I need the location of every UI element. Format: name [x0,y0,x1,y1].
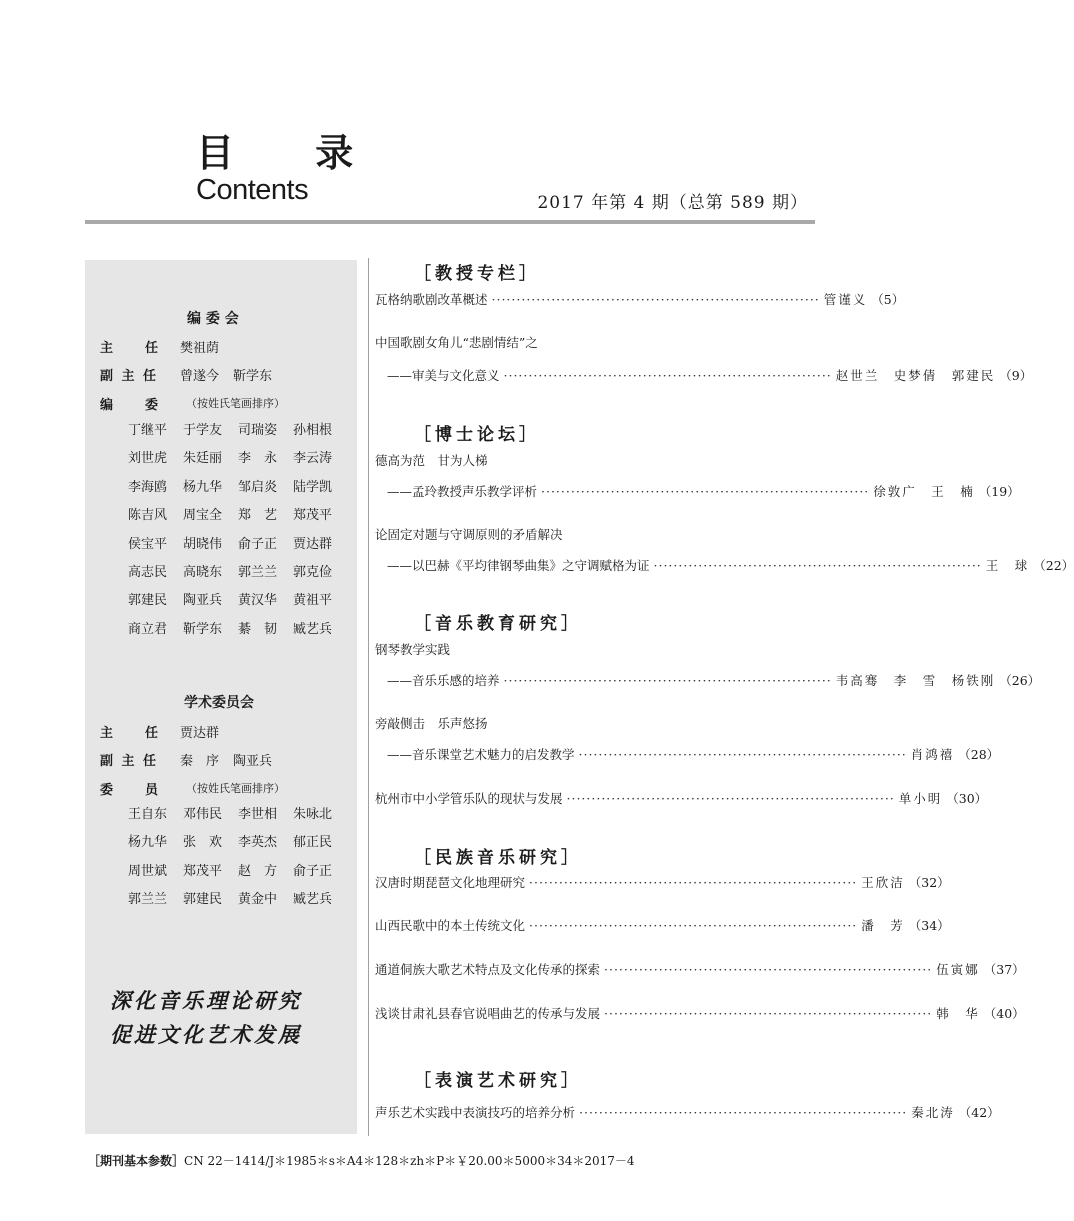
leader-dots: ·································································· [604,1006,933,1021]
entry-page: （40） [983,1006,1025,1021]
editorial-chief-label: 主 任 [100,341,161,356]
parameters-text: CN 22－1414/J＊1985＊s＊A4＊128＊zh＊P＊￥20.00＊5000＊34＊2017－4 [184,1154,635,1168]
toc-entry[interactable] [375,366,1033,384]
member-name: 陈吉风 [128,508,168,524]
entry-main-title[interactable]: 德高为范 甘为人梯 [375,453,488,468]
member-name: 郭建民 [183,892,223,908]
member-name: 李海鸥 [128,479,168,495]
toc-entry[interactable] [375,671,1041,689]
member-name: 邓伟民 [183,807,223,822]
member-name: 秦 序 [180,754,220,769]
entry-author: 王欣洁 [861,875,905,890]
member-name: 郑茂平 [183,863,223,879]
member-name: 臧艺兵 [293,621,333,637]
toc-entry[interactable] [375,290,905,308]
member-name: 朱咏北 [293,807,333,822]
toc-entry[interactable] [375,1004,1025,1022]
section-heading: ［民族音乐研究］ [414,848,582,868]
member-name: 高志民 [128,564,168,580]
entry-page: （37） [983,962,1025,977]
editorial-members-label: 编 委 [100,398,161,413]
slogan-line-2: 促进文化艺术发展 [110,1022,302,1047]
leader-dots: ·································································· [529,918,858,933]
academic-members-note: （按姓氏笔画排序） [186,782,285,795]
toc-entry[interactable] [375,789,988,807]
entry-main-title[interactable]: 中国歌剧女角儿“悲剧情结”之 [375,335,538,350]
member-name: 郁正民 [293,835,333,851]
entry-subtitle: ——音乐乐感的培养 [387,673,500,688]
slogan-line-1: 深化音乐理论研究 [110,988,302,1013]
member-name: 郑 艺 [238,508,278,524]
member-name: 俞子正 [238,536,278,552]
entry-subtitle: ——以巴赫《平均律钢琴曲集》之守调赋格为证 [387,558,650,573]
member-name: 李 永 [238,451,278,467]
entry-title: 瓦格纳歌剧改革概述 [375,292,488,307]
entry-page: （19） [978,484,1020,499]
entry-main-title[interactable]: 论固定对题与守调原则的矛盾解决 [375,527,563,542]
member-name: 黄汉华 [238,593,278,609]
member-name: 贾达群 [293,536,333,552]
entry-page: （5） [871,292,905,307]
entry-author: 徐敦广 王 楠 [873,484,975,499]
leader-dots: ·································································· [604,962,933,977]
academic-deputy-label: 副 主 任 [100,754,159,769]
entry-author: 王 球 [985,558,1030,573]
entry-author: 韦高骞 李 雪 杨铁刚 [835,673,996,688]
toc-entry[interactable] [375,482,1020,500]
entry-page: （34） [908,918,950,933]
section-heading: ［音乐教育研究］ [414,614,582,634]
member-name: 邹启炎 [238,479,278,495]
entry-page: （32） [908,875,950,890]
member-name: 贾达群 [180,726,220,741]
editorial-deputy-label: 副 主 任 [100,369,159,384]
member-name: 刘世虎 [128,451,168,467]
leader-dots: ·································································· [578,747,907,762]
member-name: 高晓东 [183,564,223,580]
entry-title: 声乐艺术实践中表演技巧的培养分析 [375,1105,576,1120]
leader-dots: ·································································· [491,292,820,307]
academic-chief-names [180,722,233,741]
member-name: 张 欢 [183,835,223,851]
entry-author: 赵世兰 史梦倩 郭建民 [835,368,996,383]
section-heading: ［博士论坛］ [414,425,540,445]
member-name: 黄祖平 [293,593,333,609]
toc-entry[interactable] [375,916,950,934]
entry-title: 通道侗族大歌艺术特点及文化传承的探索 [375,962,601,977]
entry-main-title[interactable]: 钢琴教学实践 [375,642,451,657]
entry-page: （30） [946,791,988,806]
entry-author: 单小明 [898,791,943,806]
entry-subtitle: ——孟玲教授声乐教学评析 [387,484,538,499]
entry-title: 杭州市中小学管乐队的现状与发展 [375,791,563,806]
page-title-cn: 目 录 [196,131,388,175]
member-name: 俞子正 [293,863,333,879]
parameters-label: ［期刊基本参数］ [88,1154,185,1168]
toc-entry[interactable] [375,556,1074,574]
leader-dots: ·································································· [529,875,858,890]
issue-number: 2017 年第 4 期（总第 589 期） [537,193,808,213]
entry-author: 肖鸿禧 [910,747,955,762]
member-name: 商立君 [128,621,168,637]
member-name: 陆学凯 [293,479,333,495]
member-name: 于学友 [183,423,223,438]
entry-page: （22） [1033,558,1074,573]
editorial-chief-names [180,337,233,356]
academic-members-grid [128,801,348,915]
member-name: 杨九华 [128,835,168,851]
member-name: 丁继平 [128,423,168,438]
editorial-members-grid [128,417,348,644]
column-divider [368,258,369,1136]
editorial-deputy-names [180,365,286,384]
member-name: 朱廷丽 [183,451,223,467]
leader-dots: ·································································· [566,791,895,806]
member-name: 陶亚兵 [233,754,273,769]
entry-page: （28） [958,747,1000,762]
entry-author: 伍寅娜 [936,962,980,977]
entry-main-title[interactable]: 旁敲侧击 乐声悠扬 [375,716,488,731]
leader-dots: ·································································· [503,673,832,688]
leader-dots: ·································································· [579,1105,908,1120]
member-name: 杨九华 [183,479,223,495]
member-name: 郭建民 [128,593,168,609]
entry-title: 山西民歌中的本土传统文化 [375,918,526,933]
page-title-en: Contents [196,174,309,206]
journal-parameters [88,1152,635,1169]
header-rule [85,220,815,224]
member-name: 郑茂平 [293,508,333,524]
editorial-heading: 编 委 会 [187,311,239,327]
member-name: 王自东 [128,807,168,822]
toc-entry[interactable] [375,745,1000,763]
toc-entry[interactable] [375,1103,1000,1121]
member-name: 司瑞姿 [238,423,278,438]
section-heading: ［教授专栏］ [414,264,540,284]
entry-author: 管谨义 [823,292,868,307]
entry-author: 秦北涛 [911,1105,955,1120]
academic-deputy-names [180,750,286,769]
member-name: 李世相 [238,807,278,822]
section-heading: ［表演艺术研究］ [414,1071,582,1091]
entry-author: 韩 华 [936,1006,980,1021]
toc-entry[interactable] [375,873,950,891]
member-name: 黄金中 [238,892,278,908]
member-name: 郭兰兰 [238,564,278,580]
member-name: 綦 韧 [238,621,278,637]
leader-dots: ·································································· [653,558,982,573]
entry-page: （42） [958,1105,1000,1120]
member-name: 周宝全 [183,508,223,524]
member-name: 孙相根 [293,423,333,438]
member-name: 樊祖荫 [180,341,220,356]
entry-page: （26） [999,673,1041,688]
entry-subtitle: ——音乐课堂艺术魅力的启发教学 [387,747,575,762]
member-name: 周世斌 [128,863,168,879]
member-name: 靳学东 [183,621,223,637]
leader-dots: ·································································· [503,368,832,383]
entry-title: 汉唐时期琵琶文化地理研究 [375,875,526,890]
editorial-members-note: （按姓氏笔画排序） [186,397,285,410]
member-name: 侯宝平 [128,536,168,552]
entry-title: 浅谈甘肃礼县春官说唱曲艺的传承与发展 [375,1006,601,1021]
entry-page: （9） [999,368,1033,383]
academic-members-label: 委 员 [100,783,161,798]
member-name: 陶亚兵 [183,593,223,609]
entry-author: 潘 芳 [861,918,905,933]
leader-dots: ·································································· [541,484,870,499]
member-name: 曾遂今 [180,369,220,384]
member-name: 郭克俭 [293,564,333,580]
toc-entry[interactable] [375,960,1025,978]
member-name: 赵 方 [238,863,278,879]
member-name: 李英杰 [238,835,278,851]
academic-heading: 学术委员会 [184,695,254,711]
member-name: 靳学东 [233,369,273,384]
member-name: 李云涛 [293,451,333,467]
academic-chief-label: 主 任 [100,726,161,741]
member-name: 臧艺兵 [293,892,333,908]
member-name: 胡晓伟 [183,536,223,552]
member-name: 郭兰兰 [128,892,168,908]
entry-subtitle: ——审美与文化意义 [387,368,500,383]
